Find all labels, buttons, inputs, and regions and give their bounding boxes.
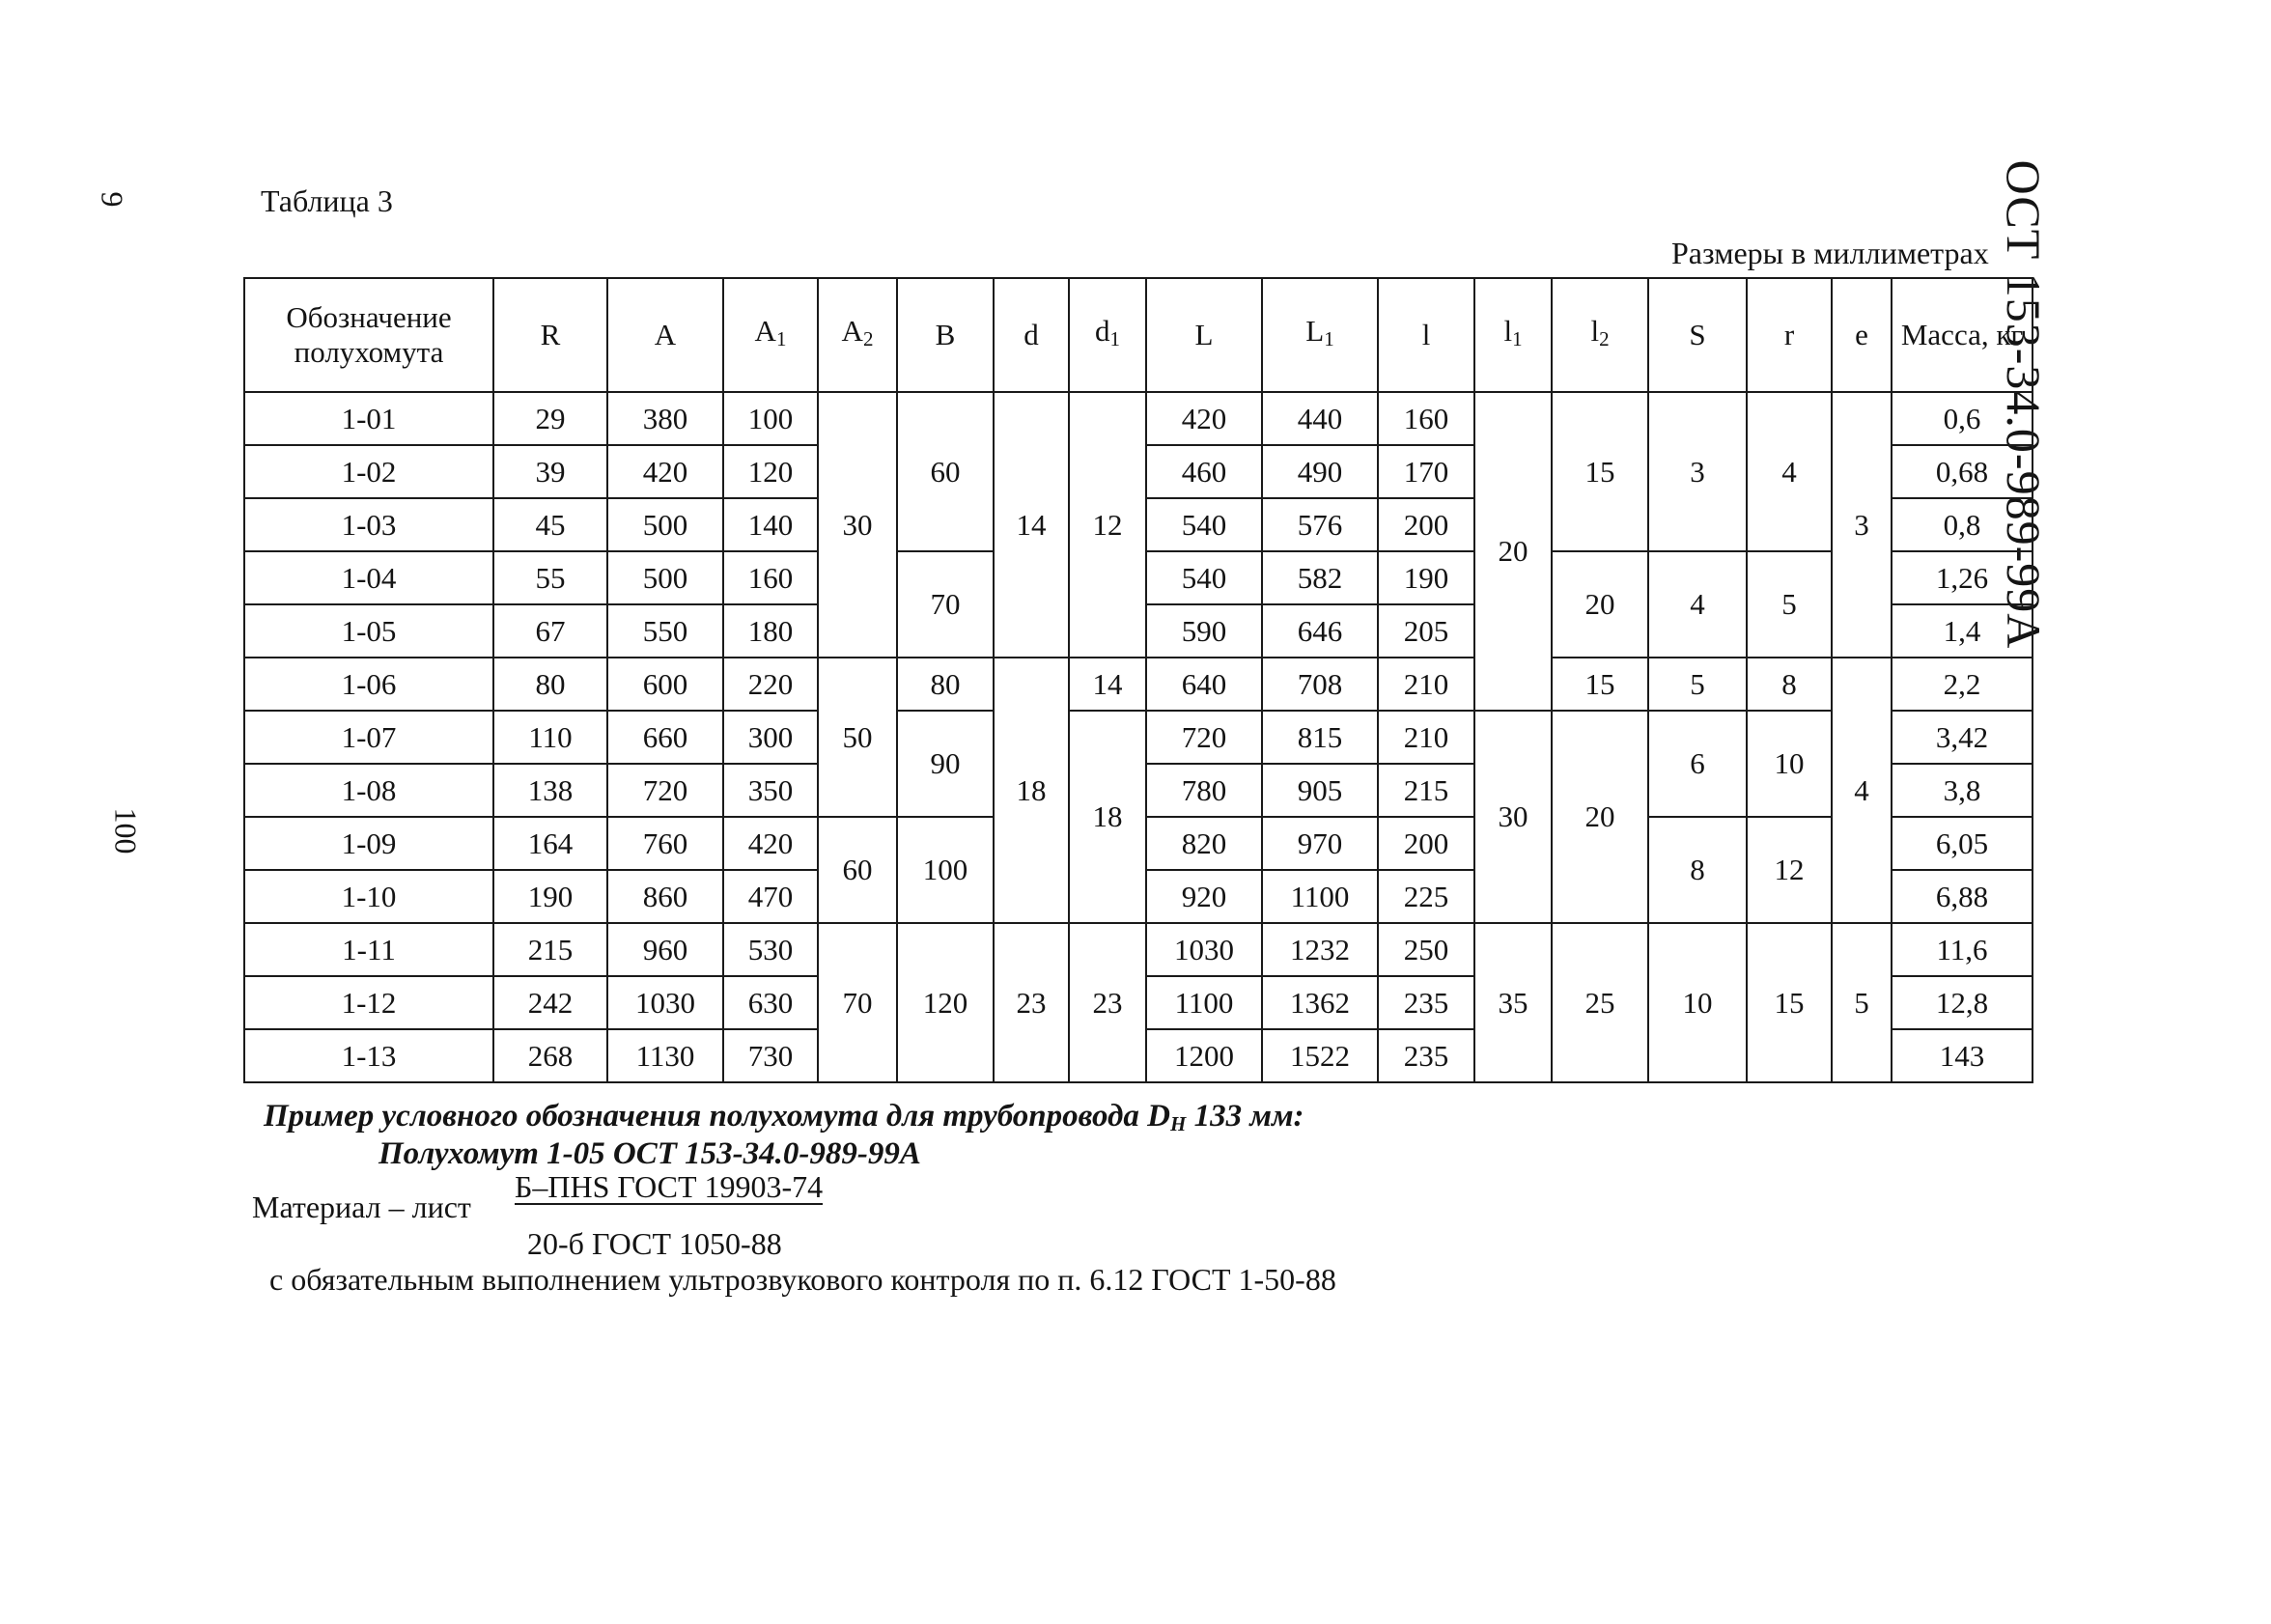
header-l2-sub: 2 (1599, 327, 1610, 350)
cell-R: 55 (493, 551, 607, 604)
table-caption: Таблица 3 (261, 183, 393, 218)
cell-l2: 15 (1552, 392, 1648, 551)
cell-A: 550 (607, 604, 723, 658)
material-grade-1: Б–ПНS ГОСТ 19903-74 (515, 1169, 824, 1204)
header-L1-sub: 1 (1324, 327, 1334, 350)
material-note: с обязательным выполнением ультрозвукового контроля по п. 6.12 ГОСТ 1-50-88 (269, 1262, 1336, 1297)
cell-L: 540 (1146, 551, 1262, 604)
cell-A1: 140 (723, 498, 818, 551)
cell-A: 860 (607, 870, 723, 923)
cell-mass: 1,4 (1892, 604, 2033, 658)
cell-A2: 30 (818, 392, 897, 658)
header-designation: Обозначение полухомута (244, 278, 493, 392)
page-number-side: 100 (108, 807, 144, 854)
material-label: Материал – лист (252, 1190, 471, 1224)
cell-R: 67 (493, 604, 607, 658)
header-A2-sub: 2 (862, 327, 874, 350)
cell-l: 215 (1378, 764, 1474, 817)
cell-S: 8 (1648, 817, 1747, 923)
table-row (244, 711, 2033, 764)
cell-A: 420 (607, 445, 723, 498)
cell-B: 70 (897, 551, 994, 658)
cell-L1: 582 (1262, 551, 1378, 604)
cell-B: 80 (897, 658, 994, 711)
cell-d: 23 (994, 923, 1069, 1082)
cell-designation: 1-03 (244, 498, 493, 551)
cell-l: 190 (1378, 551, 1474, 604)
cell-R: 138 (493, 764, 607, 817)
header-mass: Масса, кг (1892, 278, 2033, 392)
cell-designation: 1-05 (244, 604, 493, 658)
header-l2 (1552, 278, 1648, 392)
header-A2-letter: A (841, 314, 863, 348)
cell-S: 3 (1648, 392, 1747, 551)
cell-R: 39 (493, 445, 607, 498)
cell-A1: 470 (723, 870, 818, 923)
cell-l: 235 (1378, 1029, 1474, 1082)
header-d1-sub: 1 (1109, 327, 1120, 350)
cell-B: 60 (897, 392, 994, 551)
cell-B: 90 (897, 711, 994, 817)
cell-A: 1130 (607, 1029, 723, 1082)
cell-designation: 1-10 (244, 870, 493, 923)
cell-A1: 160 (723, 551, 818, 604)
cell-mass: 11,6 (1892, 923, 2033, 976)
cell-mass: 1,26 (1892, 551, 2033, 604)
cell-R: 242 (493, 976, 607, 1029)
cell-l: 160 (1378, 392, 1474, 445)
table-header-row (244, 278, 2033, 392)
cell-l1: 30 (1474, 711, 1552, 923)
cell-mass: 3,42 (1892, 711, 2033, 764)
cell-L: 590 (1146, 604, 1262, 658)
cell-mass: 0,68 (1892, 445, 2033, 498)
cell-A1: 530 (723, 923, 818, 976)
document-code: ОСТ 153-34.0-989-99А (1997, 159, 2051, 650)
cell-l2: 25 (1552, 923, 1648, 1082)
cell-L1: 970 (1262, 817, 1378, 870)
cell-mass: 6,05 (1892, 817, 2033, 870)
cell-A1: 730 (723, 1029, 818, 1082)
header-L1-letter: L (1305, 314, 1325, 348)
cell-L: 920 (1146, 870, 1262, 923)
cell-designation: 1-08 (244, 764, 493, 817)
cell-designation: 1-02 (244, 445, 493, 498)
header-l1-letter: l (1503, 314, 1513, 348)
cell-R: 164 (493, 817, 607, 870)
cell-designation: 1-09 (244, 817, 493, 870)
example-title (264, 1099, 1304, 1136)
cell-A2: 60 (818, 817, 897, 923)
cell-A1: 420 (723, 817, 818, 870)
cell-mass: 12,8 (1892, 976, 2033, 1029)
header-A1 (723, 278, 818, 392)
cell-L: 640 (1146, 658, 1262, 711)
cell-mass: 2,2 (1892, 658, 2033, 711)
page-number-top: 9 (95, 191, 130, 208)
cell-designation: 1-04 (244, 551, 493, 604)
cell-R: 29 (493, 392, 607, 445)
header-l2-letter: l (1590, 314, 1600, 348)
cell-mass: 143 (1892, 1029, 2033, 1082)
example-title-text: Пример условного обозначения полухомута для трубопровода D (264, 1099, 1170, 1134)
cell-L: 1100 (1146, 976, 1262, 1029)
header-d1 (1069, 278, 1146, 392)
cell-A1: 350 (723, 764, 818, 817)
cell-S: 4 (1648, 551, 1747, 658)
header-d: d (994, 278, 1069, 392)
cell-A2: 70 (818, 923, 897, 1082)
cell-l: 235 (1378, 976, 1474, 1029)
cell-d: 14 (994, 392, 1069, 658)
cell-A1: 220 (723, 658, 818, 711)
cell-B: 100 (897, 817, 994, 923)
cell-d1: 23 (1069, 923, 1146, 1082)
cell-L1: 1362 (1262, 976, 1378, 1029)
cell-L: 780 (1146, 764, 1262, 817)
cell-designation: 1-11 (244, 923, 493, 976)
cell-l: 210 (1378, 711, 1474, 764)
cell-designation: 1-06 (244, 658, 493, 711)
cell-r: 12 (1747, 817, 1832, 923)
cell-A: 960 (607, 923, 723, 976)
cell-R: 110 (493, 711, 607, 764)
cell-S: 6 (1648, 711, 1747, 817)
cell-e: 3 (1832, 392, 1892, 658)
cell-l1: 35 (1474, 923, 1552, 1082)
dimensions-table (243, 277, 2033, 1083)
cell-L1: 1100 (1262, 870, 1378, 923)
cell-A: 600 (607, 658, 723, 711)
cell-mass: 0,6 (1892, 392, 2033, 445)
cell-R: 45 (493, 498, 607, 551)
header-l: l (1378, 278, 1474, 392)
header-L: L (1146, 278, 1262, 392)
material-grade-2: 20-б ГОСТ 1050-88 (527, 1226, 782, 1261)
cell-r: 4 (1747, 392, 1832, 551)
cell-L1: 1522 (1262, 1029, 1378, 1082)
cell-L: 820 (1146, 817, 1262, 870)
table-row (244, 392, 2033, 445)
cell-e: 4 (1832, 658, 1892, 923)
header-d1-letter: d (1095, 314, 1110, 348)
header-R: R (493, 278, 607, 392)
cell-L1: 905 (1262, 764, 1378, 817)
cell-R: 80 (493, 658, 607, 711)
example-designation: Полухомут 1-05 ОСТ 153-34.0-989-99А (378, 1136, 921, 1171)
cell-l2: 15 (1552, 658, 1648, 711)
cell-S: 5 (1648, 658, 1747, 711)
cell-l: 205 (1378, 604, 1474, 658)
header-A1-sub: 1 (775, 327, 787, 350)
cell-L1: 708 (1262, 658, 1378, 711)
cell-B: 120 (897, 923, 994, 1082)
example-title-end: 133 мм: (1186, 1099, 1304, 1134)
table-row (244, 658, 2033, 711)
header-B: B (897, 278, 994, 392)
cell-A1: 630 (723, 976, 818, 1029)
cell-r: 10 (1747, 711, 1832, 817)
cell-designation: 1-07 (244, 711, 493, 764)
cell-A: 760 (607, 817, 723, 870)
header-A2 (818, 278, 897, 392)
cell-A1: 120 (723, 445, 818, 498)
cell-L: 420 (1146, 392, 1262, 445)
cell-l: 210 (1378, 658, 1474, 711)
header-r: r (1747, 278, 1832, 392)
cell-A2: 50 (818, 658, 897, 817)
cell-l: 170 (1378, 445, 1474, 498)
cell-l1: 20 (1474, 392, 1552, 711)
cell-d1: 18 (1069, 711, 1146, 923)
header-l1-sub: 1 (1512, 327, 1523, 350)
cell-d: 18 (994, 658, 1069, 923)
cell-L: 460 (1146, 445, 1262, 498)
units-note: Размеры в миллиметрах (1671, 236, 1989, 270)
cell-R: 190 (493, 870, 607, 923)
cell-L1: 815 (1262, 711, 1378, 764)
cell-mass: 0,8 (1892, 498, 2033, 551)
cell-L1: 440 (1262, 392, 1378, 445)
cell-R: 215 (493, 923, 607, 976)
cell-L: 1200 (1146, 1029, 1262, 1082)
cell-R: 268 (493, 1029, 607, 1082)
cell-e: 5 (1832, 923, 1892, 1082)
cell-l: 250 (1378, 923, 1474, 976)
cell-designation: 1-12 (244, 976, 493, 1029)
cell-A1: 300 (723, 711, 818, 764)
cell-r: 15 (1747, 923, 1832, 1082)
cell-L1: 1232 (1262, 923, 1378, 976)
cell-l: 200 (1378, 498, 1474, 551)
cell-A: 500 (607, 551, 723, 604)
cell-A1: 100 (723, 392, 818, 445)
header-l1 (1474, 278, 1552, 392)
header-A: A (607, 278, 723, 392)
cell-d1: 12 (1069, 392, 1146, 658)
header-S: S (1648, 278, 1747, 392)
cell-designation: 1-13 (244, 1029, 493, 1082)
cell-l: 200 (1378, 817, 1474, 870)
cell-A: 720 (607, 764, 723, 817)
cell-mass: 6,88 (1892, 870, 2033, 923)
cell-r: 5 (1747, 551, 1832, 658)
cell-L1: 490 (1262, 445, 1378, 498)
cell-L: 540 (1146, 498, 1262, 551)
cell-d1: 14 (1069, 658, 1146, 711)
cell-A: 500 (607, 498, 723, 551)
cell-l2: 20 (1552, 711, 1648, 923)
cell-L: 720 (1146, 711, 1262, 764)
cell-A: 1030 (607, 976, 723, 1029)
cell-r: 8 (1747, 658, 1832, 711)
cell-A1: 180 (723, 604, 818, 658)
header-A1-letter: A (754, 314, 776, 348)
table-row (244, 923, 2033, 976)
cell-L: 1030 (1146, 923, 1262, 976)
example-title-sub: H (1170, 1112, 1187, 1135)
header-L1 (1262, 278, 1378, 392)
cell-L1: 576 (1262, 498, 1378, 551)
cell-designation: 1-01 (244, 392, 493, 445)
header-e: e (1832, 278, 1892, 392)
cell-A: 660 (607, 711, 723, 764)
cell-A: 380 (607, 392, 723, 445)
cell-l: 225 (1378, 870, 1474, 923)
cell-L1: 646 (1262, 604, 1378, 658)
cell-S: 10 (1648, 923, 1747, 1082)
cell-l2: 20 (1552, 551, 1648, 658)
cell-mass: 3,8 (1892, 764, 2033, 817)
